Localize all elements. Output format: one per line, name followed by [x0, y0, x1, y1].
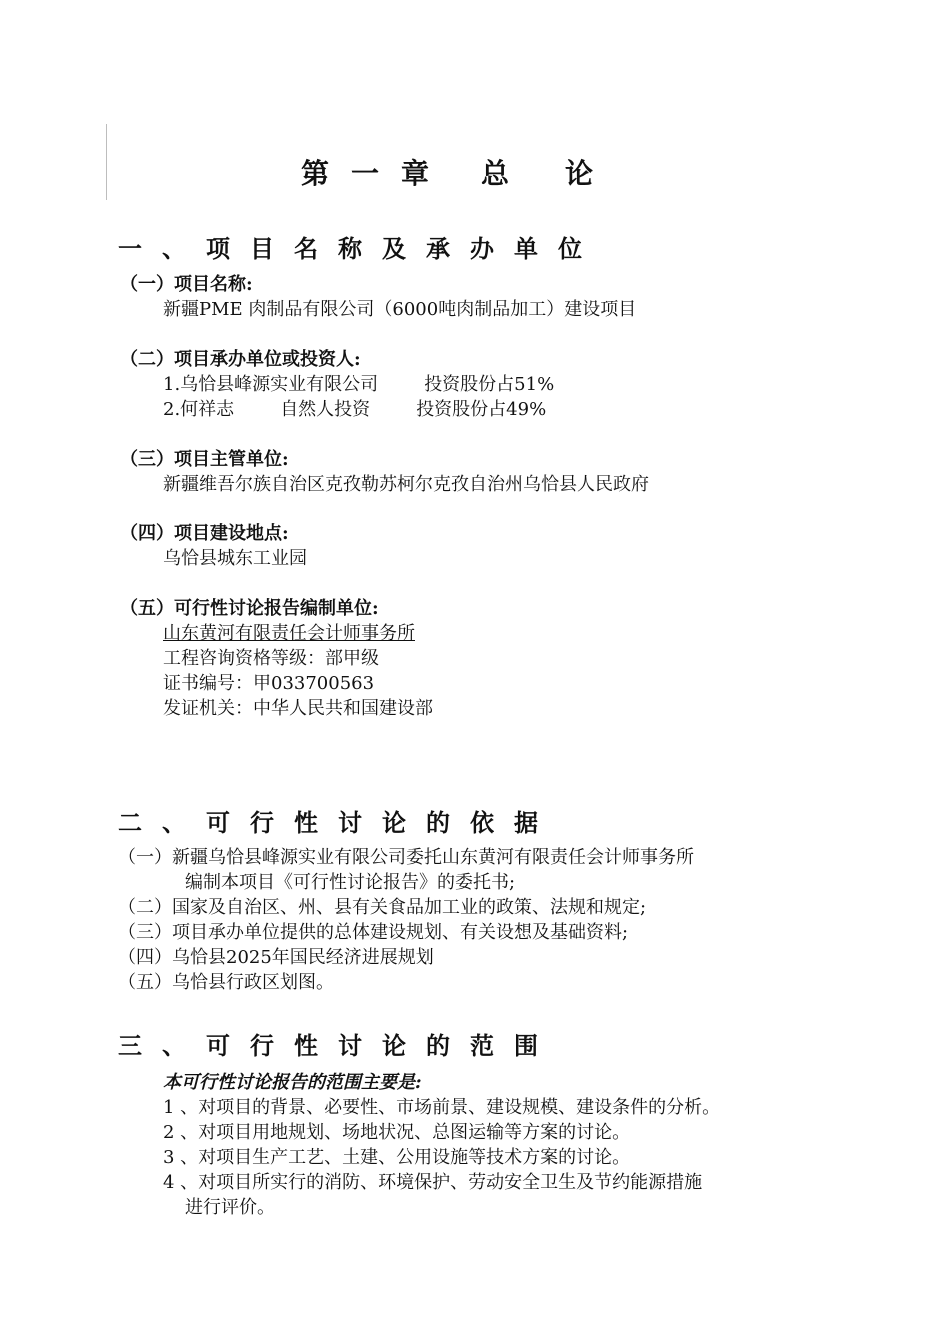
basis-item-2-marker: （二） — [118, 897, 172, 918]
basis-item-1-marker: （一） — [118, 847, 172, 868]
item-5-label: （五）可行性讨论报告编制单位: — [120, 598, 379, 619]
basis-item-4 — [118, 946, 434, 970]
scope-item-1-text: 对项目的背景、必要性、市场前景、建设规模、建设条件的分析。 — [198, 1097, 721, 1118]
basis-item-1-text: 新疆乌恰县峰源实业有限公司委托山东黄河有限责任会计师事务所 — [172, 847, 694, 868]
investor-1-share: 投资股份占51% — [424, 374, 555, 395]
investor-2-name: 2.何祥志 — [163, 399, 235, 420]
item-2-label: （二）项目承办单位或投资人: — [120, 349, 361, 370]
scope-item-3-marker: 3 、 — [163, 1147, 199, 1168]
investor-2-share: 投资股份占49% — [416, 399, 547, 420]
section-2-heading: 二、可行性讨论的依据 — [118, 808, 558, 837]
scope-item-1 — [163, 1096, 720, 1120]
scope-intro: 本可行性讨论报告的范围主要是: — [163, 1072, 422, 1093]
basis-item-2-text: 国家及自治区、州、县有关食品加工业的政策、法规和规定; — [172, 897, 647, 918]
basis-item-3-text: 项目承办单位提供的总体建设规划、有关设想及基础资料; — [172, 922, 629, 943]
basis-item-5-marker: （五） — [118, 972, 172, 993]
chapter-name: 总论 — [481, 157, 650, 190]
scope-item-3 — [163, 1146, 630, 1170]
basis-item-3 — [118, 921, 628, 945]
investor-1-name: 1.乌恰县峰源实业有限公司 — [163, 374, 379, 395]
basis-item-5-text: 乌恰县行政区划图。 — [172, 972, 334, 993]
scope-item-1-marker: 1 、 — [163, 1097, 199, 1118]
section-3-heading: 三、可行性讨论的范围 — [118, 1031, 558, 1060]
investor-2 — [163, 398, 546, 422]
qualification-grade: 工程咨询资格等级：部甲级 — [163, 648, 379, 669]
scope-item-4-marker: 4 、 — [163, 1172, 199, 1193]
basis-item-4-text: 乌恰县2025年国民经济进展规划 — [172, 947, 434, 968]
scope-item-4-text: 对项目所实行的消防、环境保护、劳动安全卫生及节约能源措施 — [198, 1172, 703, 1193]
item-4-label: （四）项目建设地点: — [120, 523, 289, 544]
certificate-number: 证书编号：甲033700563 — [163, 673, 375, 694]
basis-item-1 — [118, 846, 694, 870]
basis-item-2 — [118, 896, 646, 920]
chapter-title — [0, 156, 950, 192]
basis-item-5 — [118, 971, 334, 995]
issuing-authority: 发证机关：中华人民共和国建设部 — [163, 698, 433, 719]
project-name: 新疆PME 肉制品有限公司（6000吨肉制品加工）建设项目 — [163, 299, 637, 320]
compiling-org: 山东黄河有限责任会计师事务所 — [163, 623, 415, 644]
chapter-number: 第一章 — [300, 157, 451, 190]
basis-item-1-cont: 编制本项目《可行性讨论报告》的委托书; — [185, 872, 516, 893]
construction-site: 乌恰县城东工业园 — [163, 548, 307, 569]
section-1-heading: 一、项目名称及承办单位 — [118, 234, 602, 263]
scope-item-2-marker: 2 、 — [163, 1122, 199, 1143]
supervising-unit: 新疆维吾尔族自治区克孜勒苏柯尔克孜自治州乌恰县人民政府 — [163, 474, 649, 495]
scope-item-2 — [163, 1121, 630, 1145]
item-3-label: （三）项目主管单位: — [120, 449, 289, 470]
scope-item-4-cont: 进行评价。 — [185, 1197, 275, 1218]
item-1-label: （一）项目名称: — [120, 274, 253, 295]
scope-item-2-text: 对项目用地规划、场地状况、总图运输等方案的讨论。 — [198, 1122, 631, 1143]
scope-item-4 — [163, 1171, 702, 1195]
basis-item-4-marker: （四） — [118, 947, 172, 968]
scope-item-3-text: 对项目生产工艺、土建、公用设施等技术方案的讨论。 — [198, 1147, 631, 1168]
investor-2-type: 自然人投资 — [280, 399, 371, 420]
investor-1 — [163, 373, 554, 397]
basis-item-3-marker: （三） — [118, 922, 172, 943]
